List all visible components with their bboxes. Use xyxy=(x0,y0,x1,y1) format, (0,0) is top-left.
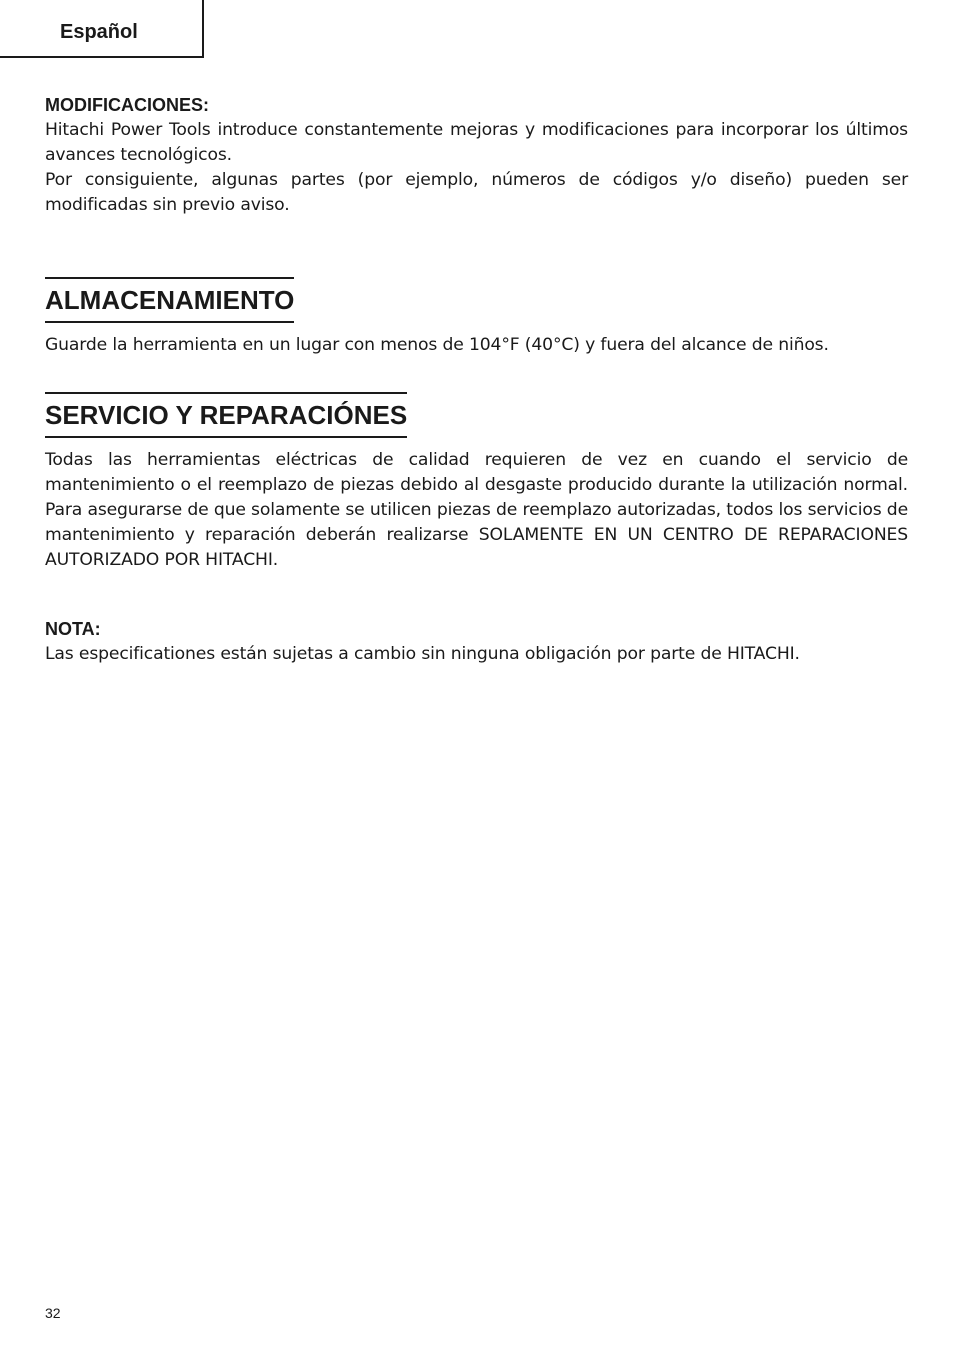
service-text: Todas las herramientas eléctricas de calidad requieren de vez en cuando el servicio de mantenimiento o el reemplazo de piezas debido al desgaste producido durante la utilización normal. Para asegurarse de que solamente se utilicen piezas de reemplazo autorizadas, todos los servicios de mantenimiento y reparación deberán realizarse SOLAMENTE EN UN CENTRO DE REPARACIONES AUTORIZADO POR HITACHI. xyxy=(45,450,908,570)
modifications-paragraph-1: Hitachi Power Tools introduce constantemente mejoras y modificaciones para incorporar los últimos avances tecnológicos. xyxy=(45,120,908,165)
modifications-paragraph-2: Por consiguiente, algunas partes (por ejemplo, números de códigos y/o diseño) pueden ser modificadas sin previo aviso. xyxy=(45,170,908,215)
storage-section xyxy=(45,333,908,358)
note-label: NOTA: xyxy=(45,619,101,639)
page-number: 32 xyxy=(45,1305,61,1321)
service-section xyxy=(45,448,908,573)
language-tab-label: Español xyxy=(60,21,138,43)
modifications-label: MODIFICACIONES: xyxy=(45,95,209,115)
language-tab xyxy=(0,0,204,58)
note-text: Las especificationes están sujetas a cambio sin ninguna obligación por parte de HITACHI. xyxy=(45,644,800,664)
note-section xyxy=(45,617,908,667)
modifications-section xyxy=(45,93,908,218)
storage-text: Guarde la herramienta en un lugar con menos de 104°F (40°C) y fuera del alcance de niños. xyxy=(45,335,829,355)
service-heading: SERVICIO Y REPARACIÓNES xyxy=(45,392,407,438)
storage-heading: ALMACENAMIENTO xyxy=(45,277,294,323)
